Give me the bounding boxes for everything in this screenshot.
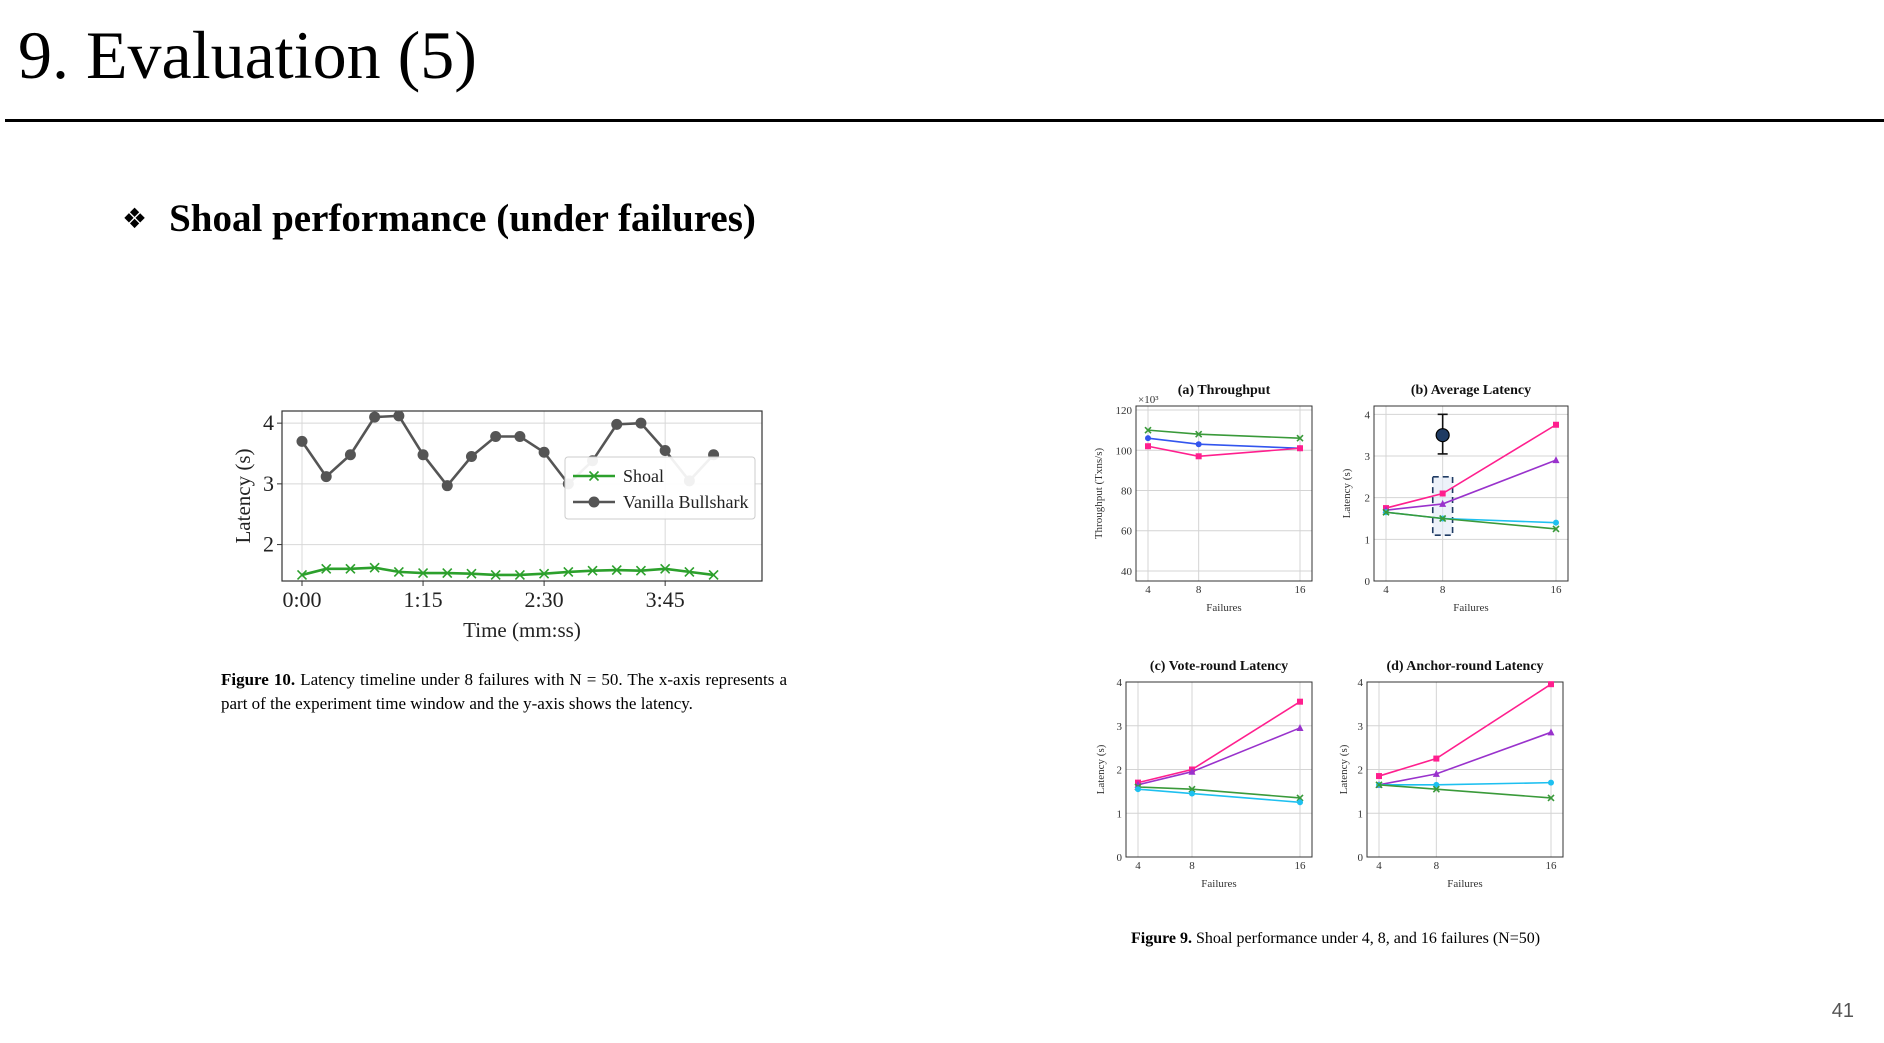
figure-10-caption-label: Figure 10.: [221, 670, 296, 689]
series-line-green: [1379, 785, 1551, 798]
page-number: 41: [1831, 1000, 1854, 1022]
y-tick-label: 3: [263, 470, 274, 496]
data-point-vanilla: [490, 431, 501, 442]
y-tick-label: 80: [1121, 485, 1132, 498]
data-point-vanilla: [514, 431, 525, 442]
data-point-cyan: [1548, 780, 1554, 786]
x-tick-label: 8: [1439, 584, 1446, 596]
data-point-vanilla: [611, 419, 622, 430]
x-axis-label: Failures: [1206, 602, 1242, 614]
figure-10-caption-text: Latency timeline under 8 failures with N = 50. The x-axis represents a part of the experiment time window and the y-axis shows the latency.: [221, 670, 787, 713]
x-axis-label: Failures: [1453, 602, 1489, 614]
x-tick-label: 8: [1195, 584, 1202, 596]
x-tick-label: 4: [1383, 584, 1389, 596]
data-point-purple: [1297, 724, 1304, 731]
y-tick-label: 120: [1115, 405, 1132, 418]
data-point-vanilla: [297, 436, 308, 447]
y-tick-label: 3: [1116, 720, 1122, 733]
series-line-magenta: [1386, 425, 1556, 508]
x-tick-label: 16: [1294, 584, 1306, 596]
y-tick-label: 4: [1116, 677, 1122, 689]
data-point-cyan: [1297, 799, 1303, 805]
series-line-magenta: [1138, 702, 1300, 783]
figure-10-caption: [221, 668, 787, 716]
data-point-purple: [1548, 728, 1555, 735]
data-point-vanilla: [345, 449, 356, 460]
legend-swatch-marker: [589, 497, 600, 508]
subplot-title: (a) Throughput: [1177, 383, 1271, 398]
data-point-vanilla: [321, 471, 332, 482]
figure-9b-chart: [1330, 366, 1590, 616]
figure-9-caption: [1131, 930, 1540, 948]
data-point-magenta: [1433, 756, 1439, 762]
x-tick-label: 4: [1135, 860, 1141, 872]
y-axis-label: Latency (s): [231, 448, 255, 544]
x-tick-label: 16: [1545, 860, 1557, 872]
x-tick-label: 0:00: [282, 587, 322, 612]
y-tick-label: 1: [1357, 808, 1363, 821]
data-point-vanilla: [393, 410, 404, 421]
slide-title: 9. Evaluation (5): [18, 17, 477, 93]
y-axis-label: Latency (s): [1095, 744, 1107, 795]
data-point-magenta: [1196, 453, 1202, 459]
figure-9d-chart: [1330, 642, 1590, 892]
subtitle-row: [122, 196, 756, 241]
series-line-green: [1386, 512, 1556, 529]
data-point-vanilla: [418, 449, 429, 460]
plot-frame: [1136, 406, 1312, 581]
data-point-cyan: [1553, 520, 1559, 526]
data-point-magenta: [1376, 773, 1382, 779]
y-tick-label: 2: [263, 531, 274, 557]
diamond-bullet-icon: ❖: [122, 202, 148, 235]
x-tick-label: 4: [1376, 860, 1382, 872]
figure-9c-chart: [1090, 642, 1340, 892]
series-line-purple: [1386, 460, 1556, 510]
y-tick-label: 3: [1364, 451, 1370, 463]
data-point-vanilla: [466, 451, 477, 462]
x-tick-label: 2:30: [524, 587, 564, 612]
x-tick-label: 4: [1145, 584, 1151, 596]
y-tick-label: 4: [263, 410, 274, 436]
legend-label: Vanilla Bullshark: [623, 492, 749, 512]
data-point-vanilla: [369, 412, 380, 423]
data-point-magenta: [1297, 445, 1303, 451]
annotation-dot: [1436, 429, 1449, 442]
data-point-blue: [1145, 435, 1151, 441]
figure-10-chart: [230, 395, 790, 645]
subplot-title: (b) Average Latency: [1410, 383, 1532, 398]
figure-9a-chart: [1090, 366, 1340, 616]
y-tick-label: 2: [1364, 492, 1370, 505]
y-tick-label: 1: [1364, 534, 1370, 547]
x-axis-label: Failures: [1201, 878, 1237, 890]
data-point-purple: [1553, 456, 1560, 463]
subplot-title: (c) Vote-round Latency: [1149, 659, 1289, 674]
x-tick-label: 8: [1189, 860, 1195, 872]
data-point-vanilla: [635, 418, 646, 429]
x-tick-label: 3:45: [645, 587, 685, 612]
y-tick-label: 2: [1116, 764, 1122, 777]
x-axis-label: Failures: [1447, 878, 1483, 890]
data-point-vanilla: [660, 445, 671, 456]
series-line-blue: [1148, 438, 1300, 448]
figure-9-caption-label: Figure 9.: [1131, 930, 1193, 947]
data-point-cyan: [1189, 791, 1195, 797]
y-tick-label: 4: [1357, 677, 1363, 689]
y-axis-label: Latency (s): [1341, 468, 1353, 519]
y-tick-label: 40: [1121, 565, 1132, 578]
y-axis-label: Throughput (Txns/s): [1093, 447, 1105, 540]
x-tick-label: 1:15: [403, 587, 443, 612]
series-line-green: [1148, 430, 1300, 438]
title-divider: [5, 119, 1884, 122]
y-tick-label: 2: [1357, 764, 1363, 777]
y-tick-label: 0: [1357, 852, 1363, 864]
figure-9-caption-text: Shoal performance under 4, 8, and 16 failures (N=50): [1196, 930, 1541, 947]
y-tick-label: 4: [1364, 409, 1370, 422]
y-tick-label: 1: [1116, 808, 1122, 821]
data-point-magenta: [1440, 491, 1446, 497]
subplot-title: (d) Anchor-round Latency: [1386, 659, 1544, 674]
data-point-vanilla: [539, 447, 550, 458]
y-tick-label: 60: [1121, 525, 1132, 538]
data-point-magenta: [1145, 443, 1151, 449]
x-tick-label: 8: [1433, 860, 1440, 872]
y-tick-label: 0: [1116, 852, 1122, 864]
data-point-magenta: [1553, 422, 1559, 428]
series-line-magenta: [1379, 684, 1551, 776]
slide-subtitle: Shoal performance (under failures): [169, 197, 756, 240]
x-axis-label: Time (mm:ss): [463, 618, 581, 642]
y-tick-label: 100: [1115, 445, 1132, 458]
series-line-cyan: [1379, 783, 1551, 785]
data-point-magenta: [1548, 681, 1554, 687]
series-line-shoal: [302, 568, 714, 575]
y-tick-label: 3: [1357, 720, 1363, 733]
x-tick-label: 16: [1550, 584, 1562, 596]
data-point-magenta: [1297, 699, 1303, 705]
data-point-cyan: [1135, 786, 1141, 792]
x-tick-label: 16: [1294, 860, 1306, 872]
y-axis-label: Latency (s): [1338, 744, 1350, 795]
data-point-vanilla: [442, 480, 453, 491]
y-tick-label: 0: [1364, 576, 1370, 588]
data-point-blue: [1196, 441, 1202, 447]
legend-label: Shoal: [623, 466, 665, 486]
y-multiplier-label: ×10³: [1138, 394, 1159, 406]
